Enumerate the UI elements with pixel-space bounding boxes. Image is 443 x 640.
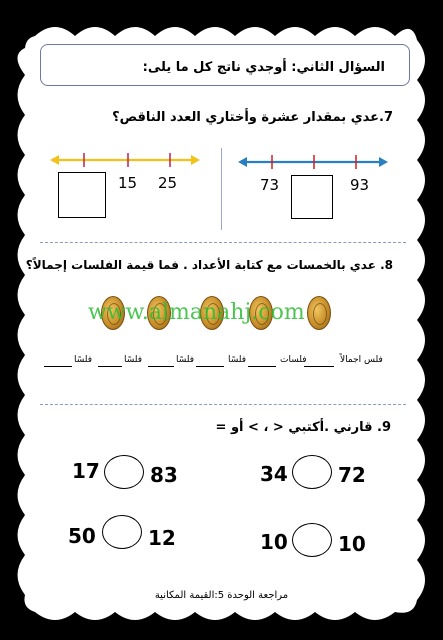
left-line-label-1: 15 [118, 174, 138, 192]
q9-title: 9. قارني .أكتبي < ، > أو = [215, 420, 391, 435]
compare-left-number: 50 [68, 524, 96, 548]
fill-unit-label: فلسًا [228, 355, 247, 365]
compare-right-number: 10 [338, 532, 366, 556]
watermark-text: www.almanahj.com [88, 300, 305, 325]
right-line-label-2: 93 [350, 176, 370, 194]
q8-title: 8. عدي بالخمسات مع كتابة الأعداد . فما قيمة الفلسات إجمالاً؟ [25, 258, 393, 272]
compare-circle[interactable] [102, 515, 142, 549]
question-header-title: السؤال الثاني: أوجدي ناتج كل ما يلى: [142, 60, 385, 75]
fill-unit-label: فلسات [280, 355, 307, 365]
right-line-label-1: 73 [260, 176, 280, 194]
fill-blank[interactable] [196, 366, 224, 367]
q7-title: 7.عدي بمقدار عشرة وأختاري العدد الناقص؟ [112, 110, 393, 125]
section-separator [40, 242, 406, 243]
fill-blank[interactable] [304, 366, 334, 367]
compare-left-number: 10 [260, 530, 288, 554]
fill-unit-label: فلسًا [74, 355, 93, 365]
compare-right-number: 72 [338, 463, 366, 487]
compare-circle[interactable] [292, 455, 332, 489]
compare-circle[interactable] [104, 455, 144, 489]
number-line-left [50, 150, 200, 172]
compare-circle[interactable] [292, 523, 332, 557]
number-line-right [238, 152, 388, 174]
section-separator [40, 404, 406, 405]
fill-blank[interactable] [248, 366, 276, 367]
coin-icon [307, 296, 331, 330]
left-line-label-2: 25 [158, 174, 178, 192]
footer-text: مراجعة الوحدة 5:القيمة المكانية [154, 590, 289, 601]
left-answer-box[interactable] [58, 172, 106, 218]
compare-right-number: 12 [148, 526, 176, 550]
fill-blank[interactable] [44, 366, 72, 367]
right-answer-box[interactable] [291, 175, 333, 219]
fill-blank[interactable] [148, 366, 174, 367]
compare-left-number: 17 [72, 459, 100, 483]
fill-unit-label: فلسًا [176, 355, 195, 365]
compare-right-number: 83 [150, 463, 178, 487]
fill-unit-label: فلسًا [124, 355, 143, 365]
fill-total-label: فلس اجمالاً [340, 355, 383, 365]
q7-divider [221, 148, 222, 230]
fill-blank[interactable] [98, 366, 122, 367]
compare-left-number: 34 [260, 462, 288, 486]
